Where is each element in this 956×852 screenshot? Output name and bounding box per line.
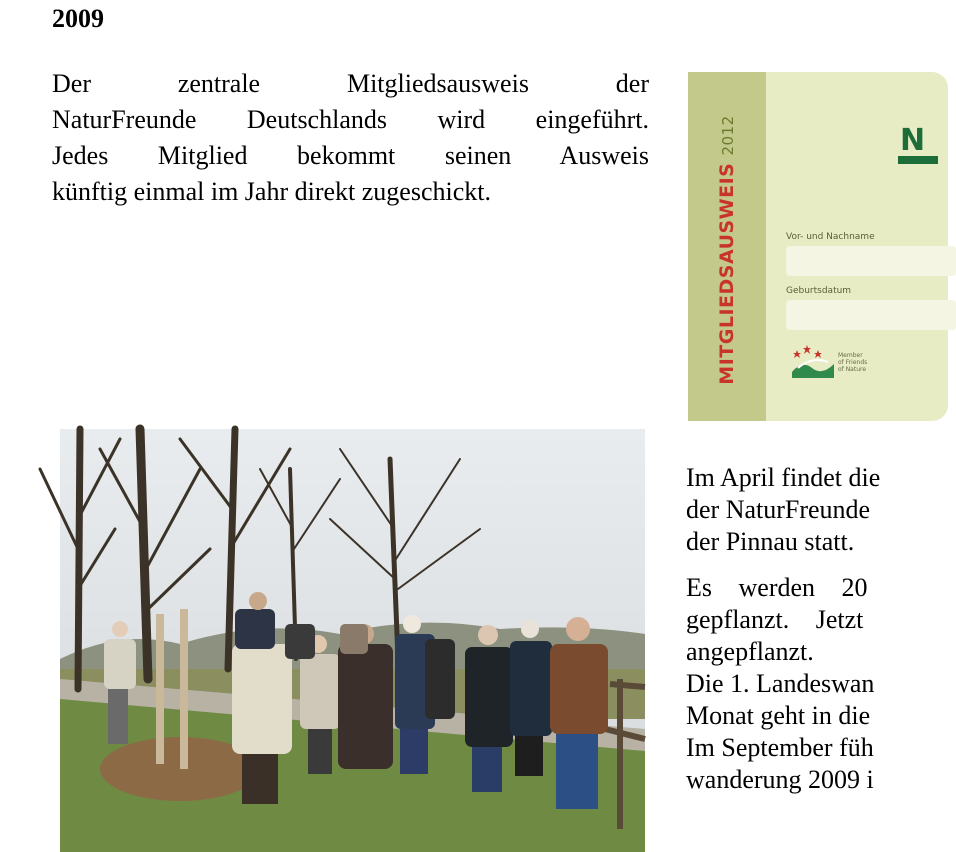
emblem-line: of Friends (838, 359, 868, 366)
right-line: der NaturFreunde (686, 495, 871, 524)
card-title-text: MITGLIEDSAUSWEIS (716, 162, 738, 385)
page-year-heading: 2009 (52, 4, 104, 33)
card-vertical-title (716, 115, 738, 384)
right-column-text (686, 462, 946, 796)
right-line: der Pinnau statt. (686, 527, 855, 556)
right-line: Im September füh (686, 733, 874, 762)
emblem-line: Member (838, 352, 863, 359)
card-birth-field (786, 300, 956, 330)
right-line: Die 1. Landeswan (686, 669, 875, 698)
card-logo-letter: N (900, 123, 926, 158)
friends-of-nature-emblem-icon (788, 342, 836, 380)
intro-line: NaturFreunde Deutschlands wird eingeführt. (52, 105, 649, 134)
card-emblem-caption (838, 352, 867, 373)
intro-line: Jedes Mitglied bekommt seinen Ausweis (52, 141, 649, 170)
card-name-label: Vor- und Nachname (786, 232, 875, 242)
intro-paragraph (52, 66, 649, 210)
card-birth-label: Geburtsdatum (786, 286, 852, 296)
right-line: Es werden 20 (686, 573, 868, 602)
intro-line: Der zentrale Mitgliedsausweis der (52, 69, 649, 98)
card-name-field (786, 246, 956, 276)
naturfreunde-logo-icon (896, 116, 936, 168)
membership-card-image (688, 72, 948, 421)
emblem-line: of Nature (838, 366, 867, 373)
right-line: Im April findet die (686, 463, 881, 492)
intro-line: künftig einmal im Jahr direkt zugeschickt. (52, 177, 491, 206)
right-line: wanderung 2009 i (686, 765, 874, 794)
group-photo-illustration (60, 429, 645, 852)
right-line: Monat geht in die (686, 701, 871, 730)
group-photo (60, 429, 645, 852)
right-line: angepflanzt. (686, 637, 814, 666)
card-title-year: 2012 (719, 115, 737, 156)
right-line: gepflanzt. Jetzt (686, 605, 864, 634)
